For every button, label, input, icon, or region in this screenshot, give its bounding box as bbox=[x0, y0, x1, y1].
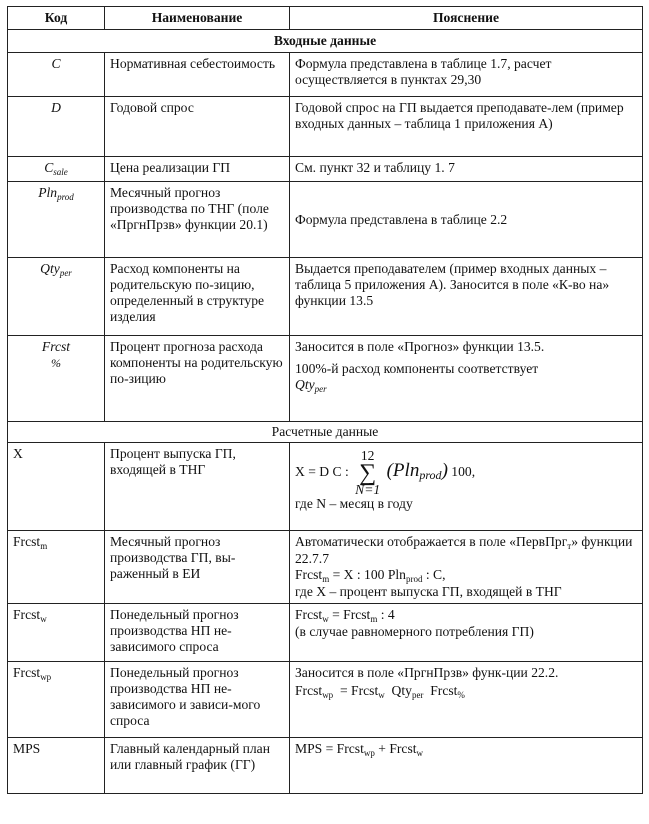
code-cell: Frcst$_{wp}$ bbox=[8, 662, 105, 738]
table-row bbox=[8, 662, 643, 738]
desc-cell: Годовой спрос на ГП выдается преподавате-лем (пример входных данных – таблица 1 приложения А) bbox=[290, 97, 643, 157]
code-cell: Qty$_{per}$ bbox=[8, 258, 105, 336]
code-cell: $C_{sale}$ bbox=[8, 157, 105, 182]
desc-line: (в случае равномерного потребления ГП) bbox=[295, 624, 534, 639]
name-cell: Месячный прогноз производства ГП, вы-раженный в ЕИ bbox=[105, 531, 290, 604]
desc-cell: Выдается преподавателем (пример входных данных – таблица 5 приложения А). Заносится в поле «К-во на» функции 13.5 bbox=[290, 258, 643, 336]
formula-note: где N – месяц в году bbox=[295, 496, 413, 511]
desc-cell bbox=[290, 336, 643, 422]
desc-line: 100%-й расход компоненты соответствует bbox=[295, 361, 539, 376]
name-cell: Понедельный прогноз производства НП не-зависимого и зависи-мого спроса bbox=[105, 662, 290, 738]
table-row bbox=[8, 53, 643, 97]
desc-formula: Frcst$_m$ = X : 100 Pln$_{prod}$ : C, bbox=[295, 567, 446, 584]
section-row-calc bbox=[8, 422, 643, 443]
desc-formula: Qty$_{per}$ bbox=[295, 377, 327, 394]
table-header-row bbox=[8, 7, 643, 30]
section-calc-title: Расчетные данные bbox=[8, 422, 643, 443]
header-desc: Пояснение bbox=[290, 7, 643, 30]
code-cell: MPS bbox=[8, 738, 105, 794]
name-cell: Понедельный прогноз производства НП не-зависимого спроса bbox=[105, 604, 290, 662]
desc-cell bbox=[290, 531, 643, 604]
desc-cell bbox=[290, 738, 643, 794]
desc-formula: Frcst$_{wp}$ = Frcst$_w$ Qty$_{per}$ Frcst$_{\%}$ bbox=[295, 683, 465, 700]
code-cell: Pln$_{prod}$ bbox=[8, 182, 105, 258]
name-cell: Главный календарный план или главный график (ГГ) bbox=[105, 738, 290, 794]
table-row bbox=[8, 443, 643, 531]
section-row-input bbox=[8, 30, 643, 53]
name-cell: Процент выпуска ГП, входящей в ТНГ bbox=[105, 443, 290, 531]
name-cell: Годовой спрос bbox=[105, 97, 290, 157]
name-cell: Расход компоненты на родительскую по-зицию, определенный в структуре изделия bbox=[105, 258, 290, 336]
desc-line: Заносится в поле «ПргнПрзв» функ-ции 22.2. bbox=[295, 665, 559, 680]
data-table bbox=[7, 6, 643, 794]
section-input-title: Входные данные bbox=[8, 30, 643, 53]
name-cell: Нормативная себестоимость bbox=[105, 53, 290, 97]
header-name: Наименование bbox=[105, 7, 290, 30]
sum-symbol: 12 ∑ N=1 bbox=[355, 448, 381, 497]
desc-cell bbox=[290, 443, 643, 531]
desc-formula: Frcst$_w$ = Frcst$_m$ : 4 bbox=[295, 607, 395, 624]
name-cell: Цена реализации ГП bbox=[105, 157, 290, 182]
desc-cell: Формула представлена в таблице 1.7, расчет осуществляется в пунктах 29,30 bbox=[290, 53, 643, 97]
desc-formula: MPS = Frcst$_{wp}$ + Frcst$_w$ bbox=[295, 741, 424, 758]
name-cell: Процент прогноза расхода компоненты на родительскую по-зицию bbox=[105, 336, 290, 422]
table-row bbox=[8, 157, 643, 182]
formula-x: X = D C : 12 ∑ N=1 (Plnprod) 100, bbox=[295, 448, 476, 497]
code-cell: X bbox=[8, 443, 105, 531]
table-row bbox=[8, 182, 643, 258]
code-cell: D bbox=[8, 97, 105, 157]
code-cell: Frcst$_w$ bbox=[8, 604, 105, 662]
desc-line: где X – процент выпуска ГП, входящей в ТНГ bbox=[295, 584, 562, 599]
desc-cell bbox=[290, 662, 643, 738]
name-cell: Месячный прогноз производства по ТНГ (поле «ПргнПрзв» функции 20.1) bbox=[105, 182, 290, 258]
desc-cell: См. пункт 32 и таблицу 1. 7 bbox=[290, 157, 643, 182]
table-row bbox=[8, 738, 643, 794]
code-cell: Frcst$_m$ bbox=[8, 531, 105, 604]
table-row bbox=[8, 604, 643, 662]
code-cell: Frcst % bbox=[8, 336, 105, 422]
header-code: Код bbox=[8, 7, 105, 30]
desc-cell bbox=[290, 604, 643, 662]
desc-line: Заносится в поле «Прогноз» функции 13.5. bbox=[295, 339, 545, 354]
desc-cell: Формула представлена в таблице 2.2 bbox=[290, 182, 643, 258]
table-row bbox=[8, 531, 643, 604]
table-row bbox=[8, 336, 643, 422]
code-cell: C bbox=[8, 53, 105, 97]
desc-line: Автоматически отображается в поле «ПервПрг$_т$» функции 22.7.7 bbox=[295, 534, 633, 566]
table-row bbox=[8, 258, 643, 336]
table-row bbox=[8, 97, 643, 157]
